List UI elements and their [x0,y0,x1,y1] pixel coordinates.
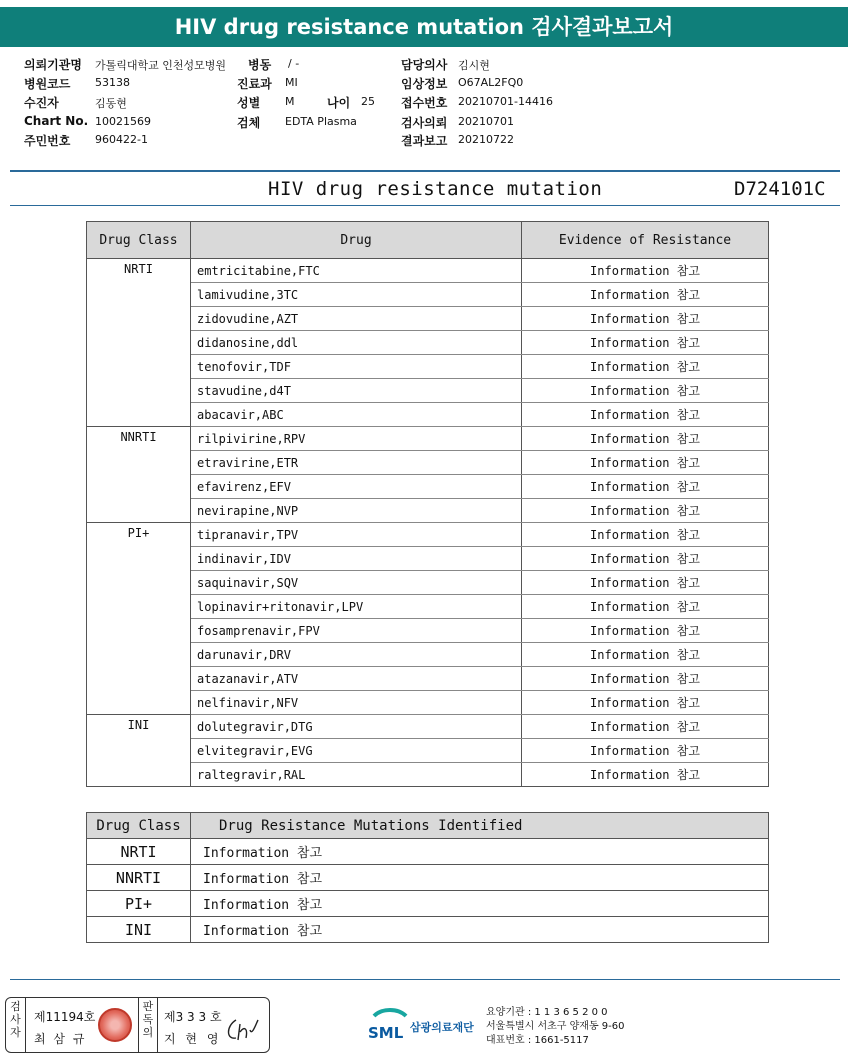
drug-cell: dolutegravir,DTG [191,715,522,739]
evidence-cell: Information 참고 [522,547,769,571]
table-row [87,427,769,451]
mutation-class-cell: PI+ [87,891,191,917]
evidence-cell: Information 참고 [522,379,769,403]
mutation-info-cell: Information 참고 [191,865,769,891]
drug-cell: indinavir,IDV [191,547,522,571]
evidence-cell: Information 참고 [522,667,769,691]
drug-class-cell [87,763,191,787]
request-label: 검사의뢰 [401,116,448,130]
patient-value: 김동현 [95,97,127,110]
evidence-cell: Information 참고 [522,427,769,451]
evidence-cell: Information 참고 [522,595,769,619]
drug-class-cell: PI+ [87,523,191,547]
report-date-label: 결과보고 [401,134,448,148]
evidence-cell: Information 참고 [522,283,769,307]
table-row [87,619,769,643]
drug-cell: zidovudine,AZT [191,307,522,331]
table-row [87,451,769,475]
id-label: 주민번호 [24,134,71,148]
drug-cell: nelfinavir,NFV [191,691,522,715]
inspector-no: 제11194호 [34,1010,96,1024]
code-value: 53138 [95,76,130,89]
hospital-value: 가톨릭대학교 인천성모병원 [95,59,227,72]
table-row [87,715,769,739]
col-evidence: Evidence of Resistance [522,222,769,259]
evidence-cell: Information 참고 [522,355,769,379]
approver-no: 제3 3 3 호 [164,1010,222,1024]
dept-label: 진료과 [237,77,272,91]
col-drug-class: Drug Class [87,222,191,259]
seal-icon [98,1008,132,1042]
org-name: 삼광의료재단 [410,1021,474,1034]
table-row [87,917,769,943]
table-row [87,355,769,379]
dept-value: MI [285,76,298,89]
divider-top [10,170,840,172]
drug-class-cell [87,451,191,475]
table-row [87,283,769,307]
sml-logo-text: SML [368,1024,404,1042]
evidence-cell: Information 참고 [522,763,769,787]
ward-value: / - [288,57,300,70]
evidence-cell: Information 참고 [522,643,769,667]
report-code: D724101C [734,178,826,200]
col2-mutations: Drug Resistance Mutations Identified [191,813,769,839]
drug-cell: raltegravir,RAL [191,763,522,787]
signature-box [5,997,270,1053]
mutation-class-cell: NNRTI [87,865,191,891]
specimen-label: 검체 [237,116,261,130]
drug-class-cell [87,331,191,355]
evidence-cell: Information 참고 [522,571,769,595]
evidence-cell: Information 참고 [522,691,769,715]
drug-class-cell [87,619,191,643]
age-label: 나이 [327,96,351,110]
drug-class-cell: NNRTI [87,427,191,451]
evidence-cell: Information 참고 [522,523,769,547]
col-drug: Drug [191,222,522,259]
drug-cell: lamivudine,3TC [191,283,522,307]
code-label: 병원코드 [24,77,71,91]
inspector-label: 검사자 [6,998,26,1052]
drug-class-cell: INI [87,715,191,739]
drug-class-cell [87,307,191,331]
drug-class-cell [87,547,191,571]
corp-info [486,1006,625,1048]
evidence-cell: Information 참고 [522,715,769,739]
drug-class-cell [87,739,191,763]
divider-bottom [10,979,840,980]
evidence-cell: Information 참고 [522,475,769,499]
table-row [87,571,769,595]
table-row [87,891,769,917]
evidence-cell: Information 참고 [522,331,769,355]
table-row [87,739,769,763]
patient-label: 수진자 [24,96,59,110]
drug-class-cell [87,643,191,667]
mutation-info-cell: Information 참고 [191,917,769,943]
specimen-value: EDTA Plasma [285,115,357,128]
request-value: 20210701 [458,115,514,128]
evidence-cell: Information 참고 [522,307,769,331]
doctor-label: 담당의사 [401,58,448,72]
report-title: HIV drug resistance mutation [268,178,603,200]
drug-cell: didanosine,ddl [191,331,522,355]
drug-class-cell [87,475,191,499]
drug-cell: fosamprenavir,FPV [191,619,522,643]
report-header-title: HIV drug resistance mutation 검사결과보고서 [0,7,848,47]
table-row [87,691,769,715]
approver-name: 지 현 영 [164,1032,222,1046]
drug-class-cell [87,355,191,379]
drug-cell: abacavir,ABC [191,403,522,427]
table-row [87,379,769,403]
evidence-cell: Information 참고 [522,739,769,763]
drug-cell: efavirenz,EFV [191,475,522,499]
evidence-cell: Information 참고 [522,451,769,475]
table-row [87,475,769,499]
evidence-cell: Information 참고 [522,619,769,643]
sex-value: M [285,95,295,108]
drug-class-cell [87,499,191,523]
drug-class-cell [87,667,191,691]
mutation-class-cell: NRTI [87,839,191,865]
doctor-value: 김시현 [458,59,490,72]
drug-cell: elvitegravir,EVG [191,739,522,763]
evidence-cell: Information 참고 [522,259,769,283]
drug-cell: tenofovir,TDF [191,355,522,379]
receipt-label: 접수번호 [401,96,448,110]
report-date-value: 20210722 [458,133,514,146]
drug-cell: emtricitabine,FTC [191,259,522,283]
sex-label: 성별 [237,96,261,110]
drug-cell: stavudine,d4T [191,379,522,403]
chart-value: 10021569 [95,115,151,128]
drug-class-cell [87,283,191,307]
table-row [87,763,769,787]
table-row [87,307,769,331]
drug-class-cell: NRTI [87,259,191,283]
drug-class-cell [87,691,191,715]
table-row [87,865,769,891]
drug-class-cell [87,595,191,619]
drug-cell: etravirine,ETR [191,451,522,475]
mutation-info-cell: Information 참고 [191,891,769,917]
drug-cell: darunavir,DRV [191,643,522,667]
clinical-value: O67AL2FQ0 [458,76,524,89]
receipt-value: 20210701-14416 [458,95,553,108]
table-row [87,667,769,691]
drug-cell: rilpivirine,RPV [191,427,522,451]
table-row [87,643,769,667]
drug-class-cell [87,403,191,427]
evidence-cell: Information 참고 [522,499,769,523]
ward-label: 병동 [248,58,272,72]
hospital-label: 의뢰기관명 [24,58,82,72]
table-row [87,259,769,283]
table-row [87,499,769,523]
divider-title [10,205,840,206]
mutation-class-cell: INI [87,917,191,943]
table-row [87,523,769,547]
drug-cell: saquinavir,SQV [191,571,522,595]
corp-tel: 대표번호 : 1661-5117 [486,1035,589,1046]
drug-cell: nevirapine,NVP [191,499,522,523]
id-value: 960422-1 [95,133,148,146]
footer [0,992,848,1062]
table-row [87,331,769,355]
drug-cell: lopinavir+ritonavir,LPV [191,595,522,619]
col2-drug-class: Drug Class [87,813,191,839]
signature-icon [224,1016,260,1044]
drug-evidence-table [86,221,769,787]
table-row [87,839,769,865]
sml-logo [368,1006,410,1048]
table-row [87,595,769,619]
drug-cell: tipranavir,TPV [191,523,522,547]
inspector-name: 최 삼 규 [34,1032,87,1046]
corp-address: 서울특별시 서초구 양재동 9-60 [486,1021,625,1032]
table-row [87,403,769,427]
corp-code: 요양기관 : 1 1 3 6 5 2 0 0 [486,1007,608,1018]
drug-class-cell [87,571,191,595]
clinical-label: 임상정보 [401,77,448,91]
table-row [87,547,769,571]
mutations-table [86,812,769,943]
evidence-cell: Information 참고 [522,403,769,427]
drug-class-cell [87,379,191,403]
drug-cell: atazanavir,ATV [191,667,522,691]
approver-label: 판독의 [138,998,158,1052]
chart-label: Chart No. [24,114,89,128]
age-value: 25 [361,95,375,108]
mutation-info-cell: Information 참고 [191,839,769,865]
